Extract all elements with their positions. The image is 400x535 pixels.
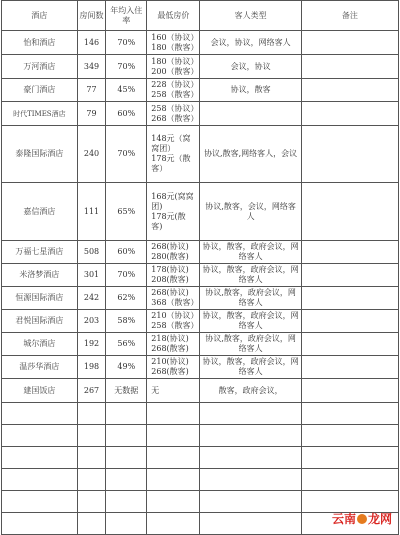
header-occupancy: 年均入住率 [106,1,147,31]
table-row [2,333,399,356]
price-line: 200（散客） [151,66,199,76]
price-line: 210（协议） [151,311,199,320]
globe-icon [357,514,367,524]
cell-customers: 协议，散客，政府会议，网络客人 [200,310,301,333]
table-row [2,356,399,379]
empty-cell [77,513,106,535]
cell-occupancy: 56% [106,333,147,356]
price-line: 168元(窝窝 [151,191,194,201]
empty-cell [301,447,398,469]
cell-notes [301,183,398,241]
cell-customers: 会议，协议，网络客人 [200,31,301,55]
cell-occupancy: 60% [106,102,147,126]
price-line: 268(散客) [151,344,189,353]
cell-notes [301,102,398,126]
cell-customers: 协议，散客，政府会议，网络客人 [200,264,301,287]
price-line: 368（散客） [151,298,199,307]
cell-occupancy: 58% [106,310,147,333]
cell-name: 恒源国际酒店 [2,287,78,310]
header-rooms: 房间数 [77,1,106,31]
empty-row [2,425,399,447]
cell-price [147,379,200,403]
price-line: 窝团） [151,144,176,153]
cell-notes [301,287,398,310]
cell-name: 万河酒店 [2,55,78,79]
empty-cell [147,447,200,469]
cell-occupancy: 60% [106,241,147,264]
empty-cell [2,425,78,447]
table-body [2,31,399,535]
price-line: 180（散客） [151,42,199,52]
empty-cell [200,447,301,469]
empty-cell [106,403,147,425]
empty-row [2,447,399,469]
cell-rooms: 146 [77,31,106,55]
cell-rooms: 192 [77,333,106,356]
empty-cell [301,403,398,425]
empty-cell [200,491,301,513]
cell-price [147,310,200,333]
price-line: 148元（窝 [151,134,191,143]
empty-cell [147,491,200,513]
cell-name: 君悦国际酒店 [2,310,78,333]
cell-rooms: 508 [77,241,106,264]
header-notes: 备注 [301,1,398,31]
price-line: 178元（散 [151,154,191,163]
empty-cell [301,425,398,447]
table-row [2,241,399,264]
cell-notes [301,241,398,264]
cell-occupancy: 无数据 [106,379,147,403]
cell-name: 时代TIMES酒店 [2,102,78,126]
table-row [2,102,399,126]
cell-name: 万福七星酒店 [2,241,78,264]
price-line: 178元(散 [151,211,186,221]
empty-cell [147,513,200,535]
cell-customers: 协议,散客,网络客人，会议 [200,126,301,183]
price-line: 208(散客) [151,275,189,284]
table-row [2,31,399,55]
table-row [2,79,399,102]
cell-notes [301,379,398,403]
cell-occupancy: 70% [106,55,147,79]
cell-notes [301,31,398,55]
price-line: 客） [151,164,168,173]
cell-customers: 协议，散客，政府会议，网络客人 [200,356,301,379]
empty-cell [147,425,200,447]
empty-cell [77,469,106,491]
cell-price [147,287,200,310]
header-row [2,1,399,31]
table-row [2,379,399,403]
cell-name: 温莎华酒店 [2,356,78,379]
table-row [2,55,399,79]
cell-rooms: 242 [77,287,106,310]
price-line: 无 [151,385,160,395]
empty-cell [2,403,78,425]
price-line: 210(协议) [151,357,189,366]
cell-customers: 会议，协议 [200,55,301,79]
cell-occupancy: 62% [106,287,147,310]
table-row [2,287,399,310]
table-row [2,183,399,241]
cell-customers: 协议,散客，政府会议，网络客人 [200,287,301,310]
empty-cell [106,513,147,535]
cell-occupancy: 70% [106,31,147,55]
empty-cell [200,425,301,447]
empty-cell [106,425,147,447]
empty-cell [2,447,78,469]
price-line: 228（协议） [151,80,199,89]
empty-cell [2,469,78,491]
empty-cell [2,491,78,513]
watermark-right: 龙网 [367,512,392,526]
table-row [2,126,399,183]
cell-price [147,55,200,79]
cell-occupancy: 65% [106,183,147,241]
cell-notes [301,333,398,356]
price-line: 258（散客） [151,90,199,99]
cell-price [147,183,200,241]
cell-price [147,31,200,55]
cell-notes [301,264,398,287]
empty-cell [147,469,200,491]
header-price: 最低房价 [147,1,200,31]
cell-name: 米洛梦酒店 [2,264,78,287]
cell-customers [200,102,301,126]
cell-customers: 协议，散客，政府会议，网络客人 [200,241,301,264]
empty-cell [77,447,106,469]
cell-rooms: 198 [77,356,106,379]
price-line: 218(协议) [151,334,189,343]
cell-occupancy: 70% [106,126,147,183]
empty-cell [77,403,106,425]
cell-rooms: 79 [77,102,106,126]
empty-cell [77,425,106,447]
price-line: 268(协议) [151,242,189,251]
empty-cell [147,403,200,425]
price-line: 178(协议) [151,265,189,274]
cell-customers: 协议,散客，会议，网络客人 [200,183,301,241]
cell-rooms: 267 [77,379,106,403]
price-line: 280(散客) [151,252,189,261]
table-row [2,264,399,287]
cell-price [147,241,200,264]
cell-notes [301,126,398,183]
cell-price [147,126,200,183]
cell-rooms: 240 [77,126,106,183]
hotel-table [1,0,399,535]
cell-notes [301,79,398,102]
empty-cell [2,513,78,535]
empty-cell [77,491,106,513]
cell-rooms: 301 [77,264,106,287]
price-line: 268(协议) [151,288,189,297]
price-line: 268(散客) [151,367,189,376]
cell-occupancy: 70% [106,264,147,287]
empty-cell [200,469,301,491]
cell-name: 城尔酒店 [2,333,78,356]
cell-name: 怡和酒店 [2,31,78,55]
cell-price [147,102,200,126]
table-row [2,310,399,333]
empty-row [2,469,399,491]
price-line: 258（散客） [151,321,199,330]
cell-customers: 协议,散客，政府会议，网络客人 [200,333,301,356]
empty-cell [301,469,398,491]
header-name: 酒店 [2,1,78,31]
empty-cell [106,491,147,513]
cell-rooms: 77 [77,79,106,102]
price-line: 268（散客） [151,113,199,123]
cell-rooms: 349 [77,55,106,79]
cell-name: 嘉信酒店 [2,183,78,241]
empty-cell [200,513,301,535]
cell-rooms: 111 [77,183,106,241]
cell-rooms: 203 [77,310,106,333]
price-line: 客) [151,221,163,231]
price-line: 团) [151,201,163,211]
cell-price [147,333,200,356]
empty-cell [106,447,147,469]
header-customers: 客人类型 [200,1,301,31]
empty-cell [106,469,147,491]
cell-price [147,79,200,102]
empty-row [2,403,399,425]
cell-name: 泰隆国际酒店 [2,126,78,183]
price-line: 258（协议） [151,103,199,113]
cell-notes [301,310,398,333]
price-line: 180（协议） [151,56,199,66]
cell-customers: 协议，散客 [200,79,301,102]
cell-name: 建国饭店 [2,379,78,403]
empty-cell [200,403,301,425]
watermark-logo [332,510,392,527]
cell-notes [301,55,398,79]
cell-notes [301,356,398,379]
cell-customers: 散客，政府会议， [200,379,301,403]
cell-name: 豪门酒店 [2,79,78,102]
watermark-left: 云南 [331,512,356,526]
price-line: 160（协议） [151,32,199,42]
cell-price [147,356,200,379]
cell-price [147,264,200,287]
cell-occupancy: 45% [106,79,147,102]
cell-occupancy: 49% [106,356,147,379]
